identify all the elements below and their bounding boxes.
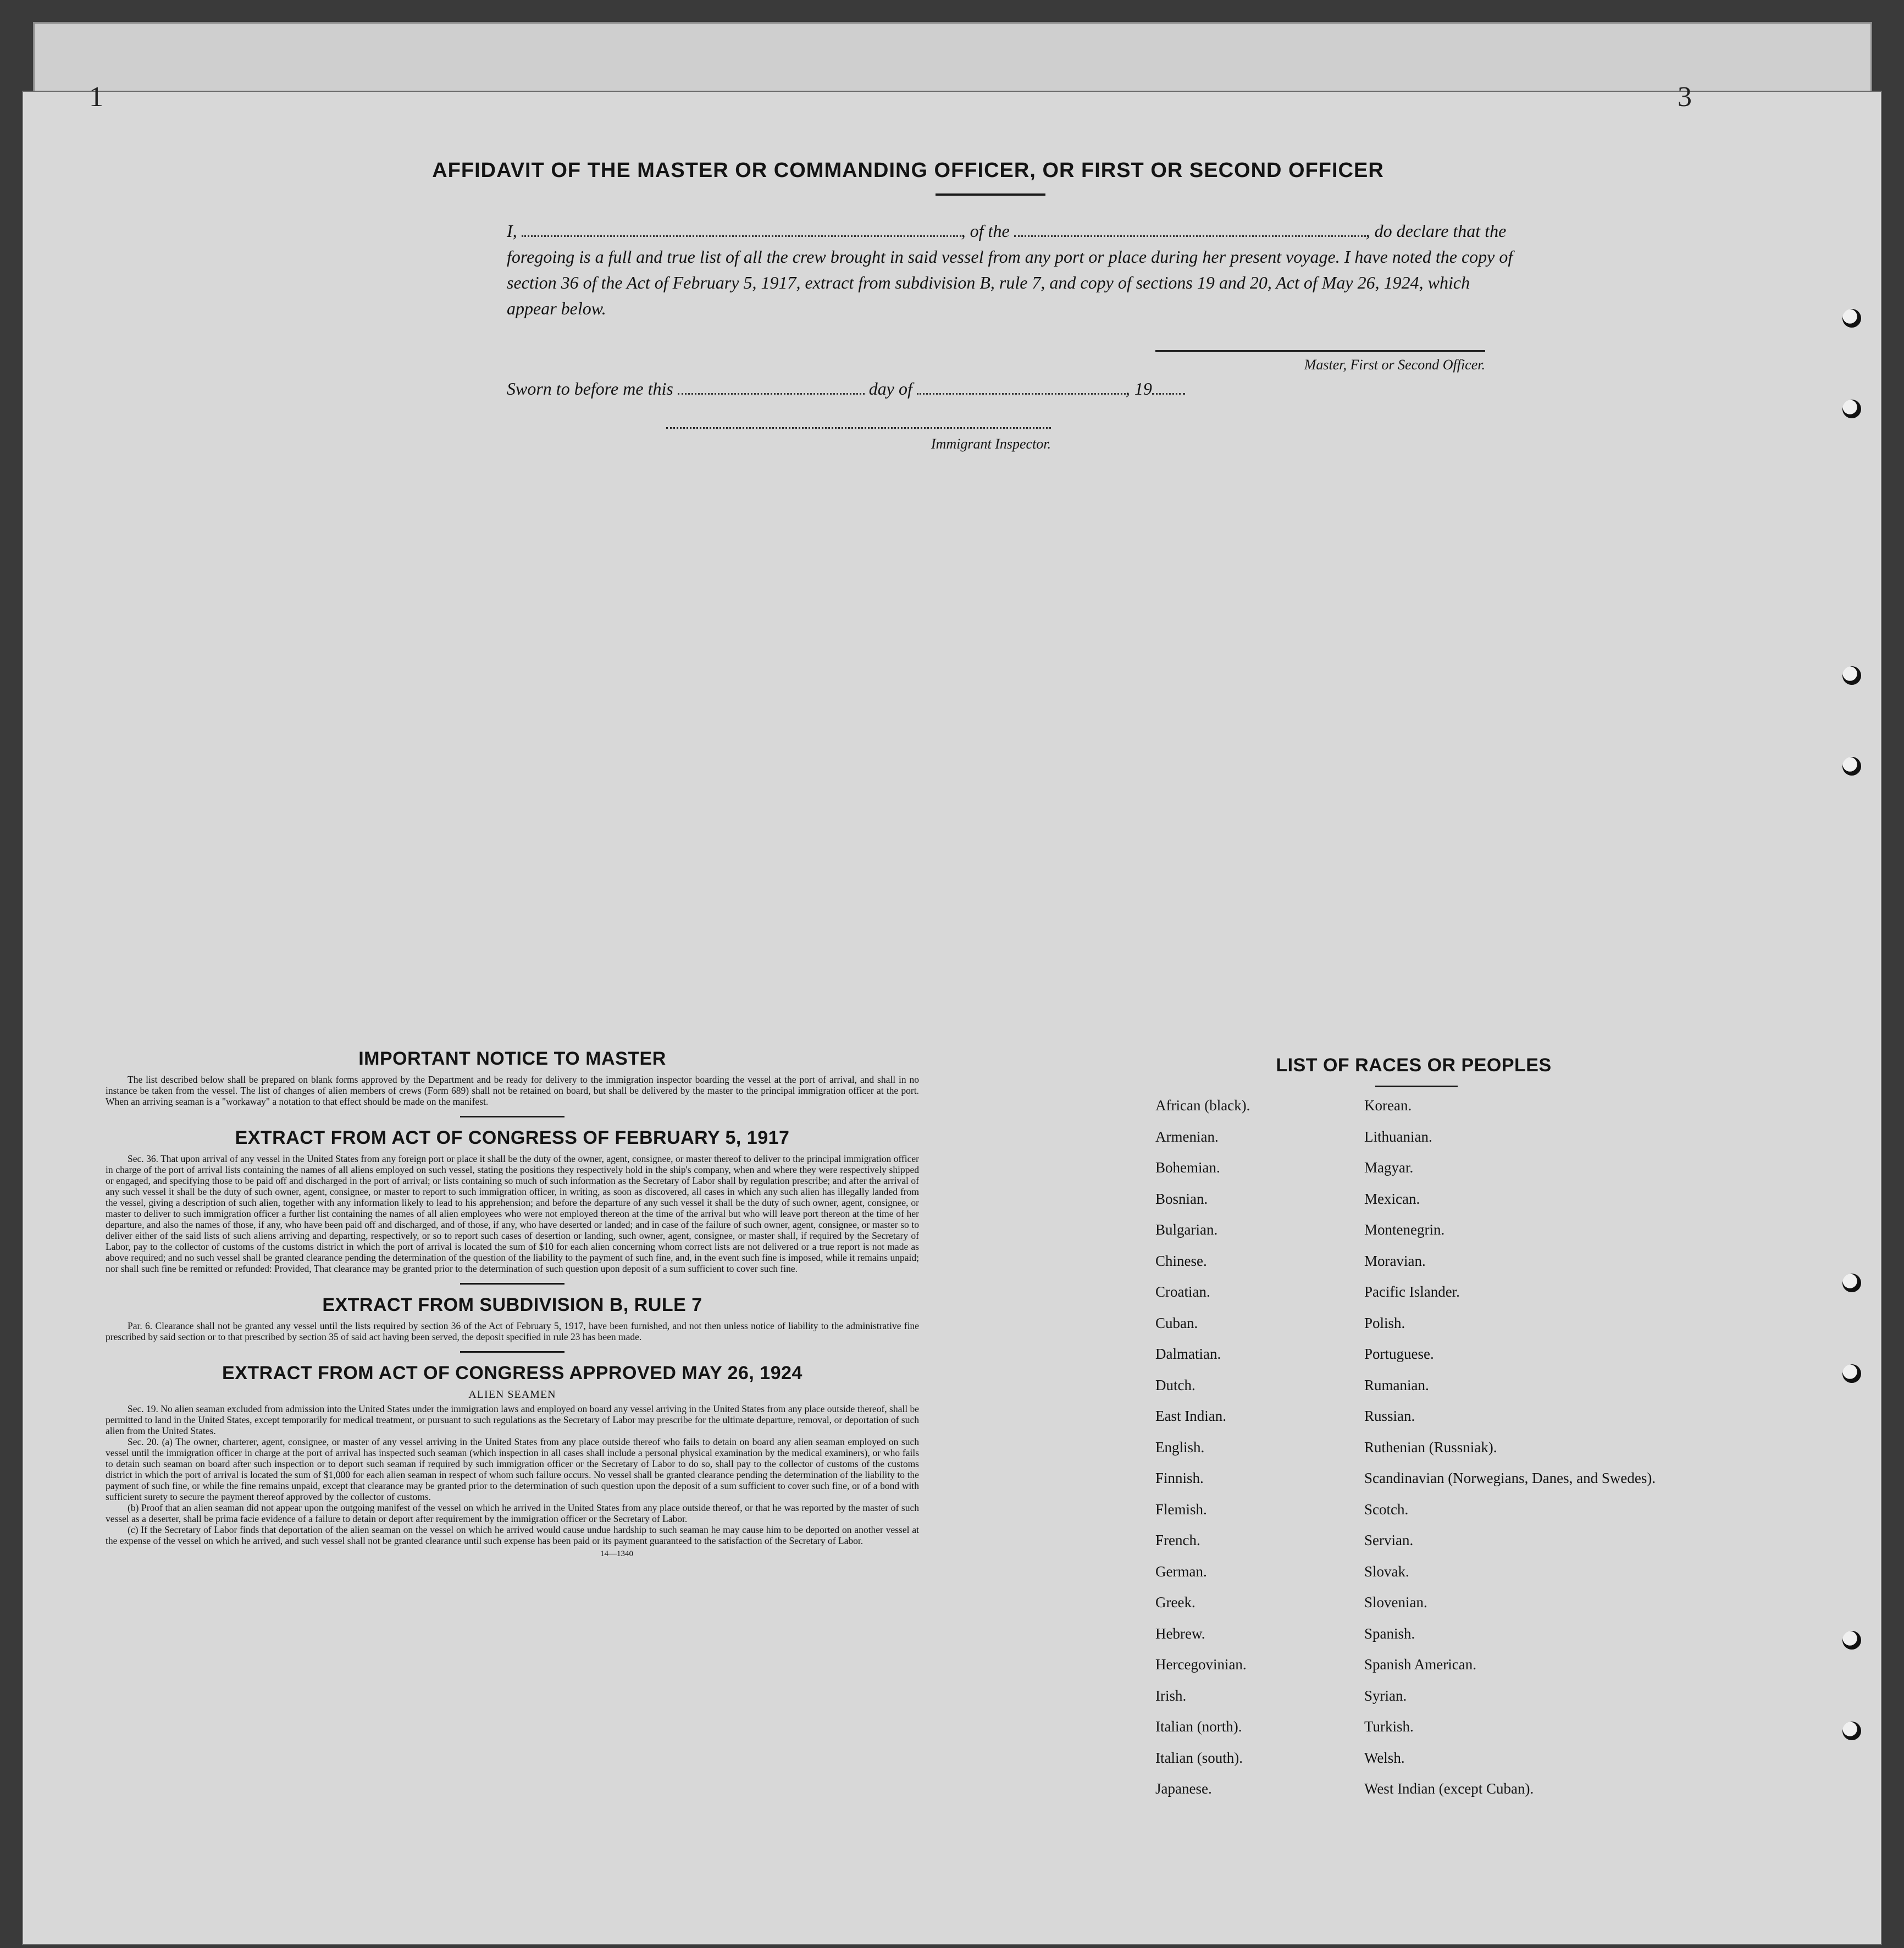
race-item: Syrian. — [1364, 1687, 1407, 1704]
form-number: 14—1340 — [600, 1549, 633, 1558]
notice-column — [106, 1048, 919, 1559]
race-item: Scandinavian (Norwegians, Danes, and Swedes). — [1364, 1470, 1656, 1486]
separator — [460, 1283, 564, 1285]
race-item: Hercegovinian. — [1155, 1656, 1247, 1673]
punch-hole — [1842, 1274, 1861, 1292]
race-item: Scotch. — [1364, 1501, 1409, 1518]
race-item: Flemish. — [1155, 1501, 1207, 1518]
race-item: German. — [1155, 1563, 1207, 1580]
page-mark-right: 3 — [1678, 81, 1692, 113]
race-item: Dutch. — [1155, 1376, 1195, 1393]
race-item: French. — [1155, 1532, 1200, 1548]
separator — [460, 1116, 564, 1117]
extract-1924-subtitle: ALIEN SEAMEN — [468, 1388, 556, 1401]
race-item: Welsh. — [1364, 1749, 1405, 1766]
extract-1924-title: EXTRACT FROM ACT OF CONGRESS APPROVED MAY 26, 1924 — [222, 1363, 802, 1383]
extract-1924-sec20a: Sec. 20. (a) The owner, charterer, agent, consignee, or master of any vessel arriving in the United States from any place outside thereof who fails to detain on board any alien seaman employed on such vessel until the immigration officer in charge at the port of arrival has inspected such seaman (which inspection in all cases shall include a personal physical examination by the medical examiners), or who fails to detain such seaman on board after such inspection or to deport such seaman if required by such immigration officer or the Secretary of Labor to do so, shall pay to the collector of customs of the customs district in which the port of arrival is located the sum of $1,000 for each alien seaman in respect of whom such failure occurs. No vessel shall be granted clearance pending the determination of the liability to the payment of such fine, or while the fine remains unpaid, except that clearance may be granted prior to the determination of such question upon the deposit of a sum sufficient to cover such fine, or of a bond with sufficient surety to secure the payment thereof approved by the collector of customs. — [106, 1436, 919, 1502]
race-item: Bosnian. — [1155, 1190, 1208, 1207]
extract-1924-sec20b: (b) Proof that an alien seaman did not appear upon the outgoing manifest of the vessel on which he arrived in the United States from any place outside thereof, or that he was reported by the master of such vessel as a deserter, shall be prima facie evidence of a failure to detain or deport after requirement by the immigration officer or the Secretary of Labor. — [106, 1502, 919, 1524]
page-mark-left: 1 — [89, 81, 103, 113]
inspector-signature-line[interactable] — [666, 427, 1051, 429]
punch-hole — [1842, 1722, 1861, 1740]
race-item: Bohemian. — [1155, 1159, 1220, 1176]
punch-hole — [1842, 666, 1861, 685]
affidavit-title-rule — [936, 193, 1045, 196]
signature-caption: Master, First or Second Officer. — [1304, 357, 1485, 373]
race-item: Dalmatian. — [1155, 1346, 1221, 1362]
race-item: Lithuanian. — [1364, 1128, 1432, 1145]
race-item: Pacific Islander. — [1364, 1283, 1460, 1300]
affidavit-title: AFFIDAVIT OF THE MASTER OR COMMANDING OFFICER, OR FIRST OR SECOND OFFICER — [432, 159, 1384, 182]
signature-line[interactable] — [1155, 350, 1485, 352]
race-item: Spanish. — [1364, 1625, 1415, 1642]
race-item: Hebrew. — [1155, 1625, 1205, 1642]
race-item: Servian. — [1364, 1532, 1414, 1548]
race-item: West Indian (except Cuban). — [1364, 1780, 1534, 1797]
race-item: African (black). — [1155, 1097, 1250, 1114]
sworn-month-blank[interactable] — [917, 378, 1126, 395]
affidavit-text — [507, 218, 1518, 322]
sworn-line — [507, 378, 1276, 399]
document-page — [22, 81, 1882, 1945]
race-item: Magyar. — [1364, 1159, 1414, 1176]
extract-rule7-text: Par. 6. Clearance shall not be granted any vessel until the lists required by section 36 of the Act of February 5, 1917, have been furnished, and not then unless notice of liability to the administrative fine prescribed by said section or to that prescribed by section 35 of said act having been served, the deposit specified in rule 23 has been made. — [106, 1320, 919, 1342]
race-item: Mexican. — [1364, 1190, 1420, 1207]
race-item: Slovak. — [1364, 1563, 1409, 1580]
punch-hole — [1842, 400, 1861, 418]
race-item: Japanese. — [1155, 1780, 1212, 1797]
races-title: LIST OF RACES OR PEOPLES — [1276, 1055, 1552, 1076]
notice-title: IMPORTANT NOTICE TO MASTER — [358, 1048, 666, 1069]
affidavit-of-the: , of the — [961, 221, 1010, 241]
race-item: East Indian. — [1155, 1408, 1226, 1424]
race-item: Rumanian. — [1364, 1376, 1429, 1393]
vessel-blank[interactable] — [1014, 220, 1366, 237]
inspector-caption: Immigrant Inspector. — [931, 436, 1051, 452]
race-item: Polish. — [1364, 1314, 1405, 1331]
race-item: Montenegrin. — [1364, 1221, 1445, 1238]
extract-1924-sec20c: (c) If the Secretary of Labor finds that deportation of the alien seaman on the vessel on which he arrived would cause undue hardship to such seaman he may cause him to be deported on another vessel at the expense of the vessel on which he arrived, and such vessel shall not be granted clearance until such expense has been paid or its payment guaranteed to the satisfaction of the Secretary of Labor. — [106, 1524, 919, 1546]
race-item: Korean. — [1364, 1097, 1412, 1114]
name-blank[interactable] — [522, 220, 961, 237]
affidavit-declare: , do declare — [1365, 221, 1449, 241]
sworn-year: , 19 — [1125, 379, 1152, 399]
race-item: Italian (south). — [1155, 1749, 1243, 1766]
race-item: Finnish. — [1155, 1470, 1204, 1486]
races-list — [1155, 1098, 1672, 1812]
separator — [460, 1351, 564, 1353]
race-item: Cuban. — [1155, 1314, 1198, 1331]
race-item: English. — [1155, 1438, 1205, 1456]
sworn-year-blank[interactable] — [1152, 378, 1185, 395]
punch-hole — [1842, 309, 1861, 328]
race-item: Ruthenian (Russniak). — [1364, 1438, 1497, 1456]
notice-text: The list described below shall be prepared on blank forms approved by the Department and be ready for delivery to the immigration inspector boarding the vessel at the port of arrival, and shall in no instance be taken from the vessel. The list of changes of alien members of crews (Form 689) shall not be retained on board, but shall be delivered by the master to the principal immigration officer at the port. When an arriving seaman is a "workaway" a notation to that effect should be made on the manifest. — [106, 1074, 919, 1107]
race-item: Irish. — [1155, 1687, 1187, 1704]
race-item: Moravian. — [1364, 1252, 1426, 1269]
punch-hole — [1842, 1364, 1861, 1383]
extract-1917-title: EXTRACT FROM ACT OF CONGRESS OF FEBRUARY 5, 1917 — [235, 1127, 790, 1148]
race-item: Italian (north). — [1155, 1718, 1242, 1735]
race-item: Russian. — [1364, 1408, 1415, 1424]
race-item: Armenian. — [1155, 1128, 1219, 1145]
affidavit-body: that the foregoing is a full and true list of all the crew brought in said vessel from any port or place during her present voyage. I have noted the copy of section 36 of the Act of February 5, 1917, extract from subdivision B, rule 7, and copy of sections 19 and 20, Act of May 26, 1924, which appear below. — [507, 221, 1513, 318]
races-title-rule — [1375, 1086, 1458, 1087]
race-item: Portuguese. — [1364, 1346, 1434, 1362]
race-item: Croatian. — [1155, 1283, 1210, 1300]
race-item: Greek. — [1155, 1594, 1195, 1611]
extract-1917-text: Sec. 36. That upon arrival of any vessel in the United States from any foreign port or place it shall be the duty of the owner, agent, consignee, or master thereof to deliver to the principal immigration officer in charge of the port of arrival lists containing the names of all aliens employed on such vessel, stating the positions they respectively hold in the ship's company, when and where they were respectively shipped or engaged, and specifying those to be paid off and discharged in the port of arrival; or lists containing so much of such information as the Secretary of Labor shall by regulation prescribe; and after the arrival of any such vessel it shall be the duty of such owner, agent, consignee, or master to report to such immigration officer, in writing, as soon as discovered, all cases in which any such alien has illegally landed from the vessel, giving a description of such alien, together with any information likely to lead to his apprehension; and before the departure of any such vessel it shall be the duty of such owner, agent, consignee, or master to deliver to such immigration officer a further list containing the names of all alien employees who were not employed thereon at the time of the arrival but who will leave port thereon at the time of her departure, and also the names of those, if any, who have been paid off and discharged, and of those, if any, who have deserted or landed; and in case of the failure of such owner, agent, consignee, or master so to deliver either of the said lists of such aliens arriving and departing, respectively, or so to report such cases of desertion or landing, such owner, agent, consignee, or master shall, if required by the Secretary of Labor, pay to the collector of customs of the customs district in which the port of arrival is located the sum of $10 for each alien concerning whom correct lists are not delivered or a true report is not made as above required; and no such vessel shall be granted clearance pending the determination of the question of the liability to the payment of such fine, and, in the event such fine is imposed, while it remains unpaid; nor shall such fine be remitted or refunded: Provided, That clearance may be granted prior to the determination of such question upon deposit of a sum sufficient to cover such fine. — [106, 1153, 919, 1274]
sworn-date-blank[interactable] — [678, 378, 865, 395]
punch-hole — [1842, 1631, 1861, 1650]
extract-1924-sec19: Sec. 19. No alien seaman excluded from admission into the United States under the immigration laws and employed on board any vessel arriving in the United States from any place outside thereof, shall be permitted to land in the United States, except temporarily for medical treatment, or pursuant to such regulations as the Secretary of Labor may prescribe for the ultimate departure, removal, or deportation of such alien from the United States. — [106, 1403, 919, 1436]
race-item: Slovenian. — [1364, 1594, 1427, 1611]
sworn-prefix: Sworn to before me this — [507, 379, 673, 399]
affidavit-i: I, — [507, 221, 517, 241]
race-item: Turkish. — [1364, 1718, 1414, 1735]
punch-hole — [1842, 757, 1861, 776]
race-item: Bulgarian. — [1155, 1221, 1218, 1238]
race-item: Chinese. — [1155, 1252, 1207, 1269]
extract-rule7-title: EXTRACT FROM SUBDIVISION B, RULE 7 — [322, 1294, 702, 1315]
race-item: Spanish American. — [1364, 1656, 1476, 1673]
sworn-day: day of — [868, 379, 912, 399]
